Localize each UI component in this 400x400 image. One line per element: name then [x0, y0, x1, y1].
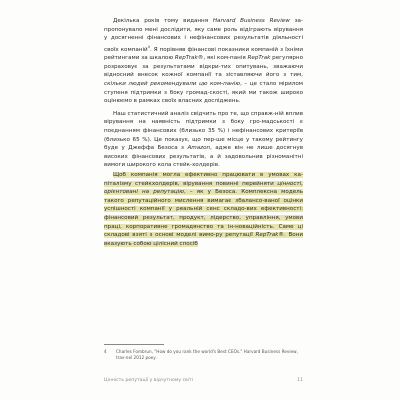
- running-footer: [104, 378, 303, 383]
- text-run: . Я порівняв фінансові показники компаній з їхніми рейтингами за шкалою: [104, 46, 303, 62]
- text-run: 4: [147, 44, 150, 49]
- text-run: за-пропонувало мені дослідити, яку саме роль відіграють вірування у досягненні фінансових і нефінансових результатів діяльності своїх компаній: [104, 18, 303, 53]
- text-run: регулярно розраховує за результатами відкри-тих опитувань, зважаючи відносний внесок кожної компанії та зіставляючи його з тим,: [104, 55, 303, 79]
- text-run: скільки людей рекомендували цю ком-панію: [104, 81, 241, 88]
- text-run: RepTrak: [255, 232, 279, 239]
- text-run: ®. Вони вказують собою цілісний спосіб: [104, 232, 303, 247]
- text-run: Щоб компанія могла ефективно працювати в умовах ка-піталізму стейкхолдерів, вірування повинні перейняти: [104, 171, 303, 187]
- text-run: RepTrak: [247, 55, 271, 62]
- text-run: цінності, орієнтовані на репутацію: [104, 180, 303, 196]
- running-title: Цінність репутації у відчутному світі: [104, 378, 193, 383]
- page-number: 11: [297, 378, 303, 383]
- text-run: , адже він не лише досягнув високих фінансових результатів, а й задовольнив різноманітні вимоги широкого кола стейк-холдерів.: [104, 145, 303, 169]
- text-run: RepTrak: [174, 55, 198, 62]
- text-run: , – це стало мірилом ступеня підтримки з боку громад-скості, який ми також широко оцінюємо в рамках своїх власних досліджень.: [104, 81, 303, 105]
- text-run: ®, які ком-панія: [197, 55, 248, 62]
- text-run: , – як у Безоса. Комплексна модель такого репутаційного мислення вимагає збалансо-ваної оцінки успішності компанії у реальній сенс складо-вих ефективності: фінансовий результат, продукт, лідерство, управління, умови праці, корпоративне громадянство та ін-новаційність. Саме ці складові взяті з основі моделі вимо-ру репутації: [104, 189, 304, 239]
- text-run: Наш статистичний аналіз свідчить про те, що справж-ній вплив вірування на наявність підтримки з боку гро-мадськості є поєднанням фінансових (близько 35 %) і нефінансових критеріїв (близько 65 %). Це показує, що пер-ше місце у такому рейтингу буде у Джеффа Безоса з: [104, 110, 303, 152]
- text-run: Декілька років тому видання: [113, 18, 213, 24]
- text-run: Harvard Business Review: [212, 18, 290, 24]
- footnote-divider: [104, 344, 164, 345]
- paragraph-3: [104, 171, 303, 248]
- body-text: [104, 17, 303, 248]
- paragraph-1: [104, 17, 303, 106]
- paragraph-2: [104, 110, 303, 170]
- text-run: Amazon: [187, 145, 211, 152]
- footnote-number: 4: [104, 349, 107, 354]
- footnote: [104, 349, 303, 361]
- footnote-text: Charles Fombrun, "How do you rank the world's Best CEOs." Harvard Business Review, trav-nel 2012 року.: [116, 349, 298, 361]
